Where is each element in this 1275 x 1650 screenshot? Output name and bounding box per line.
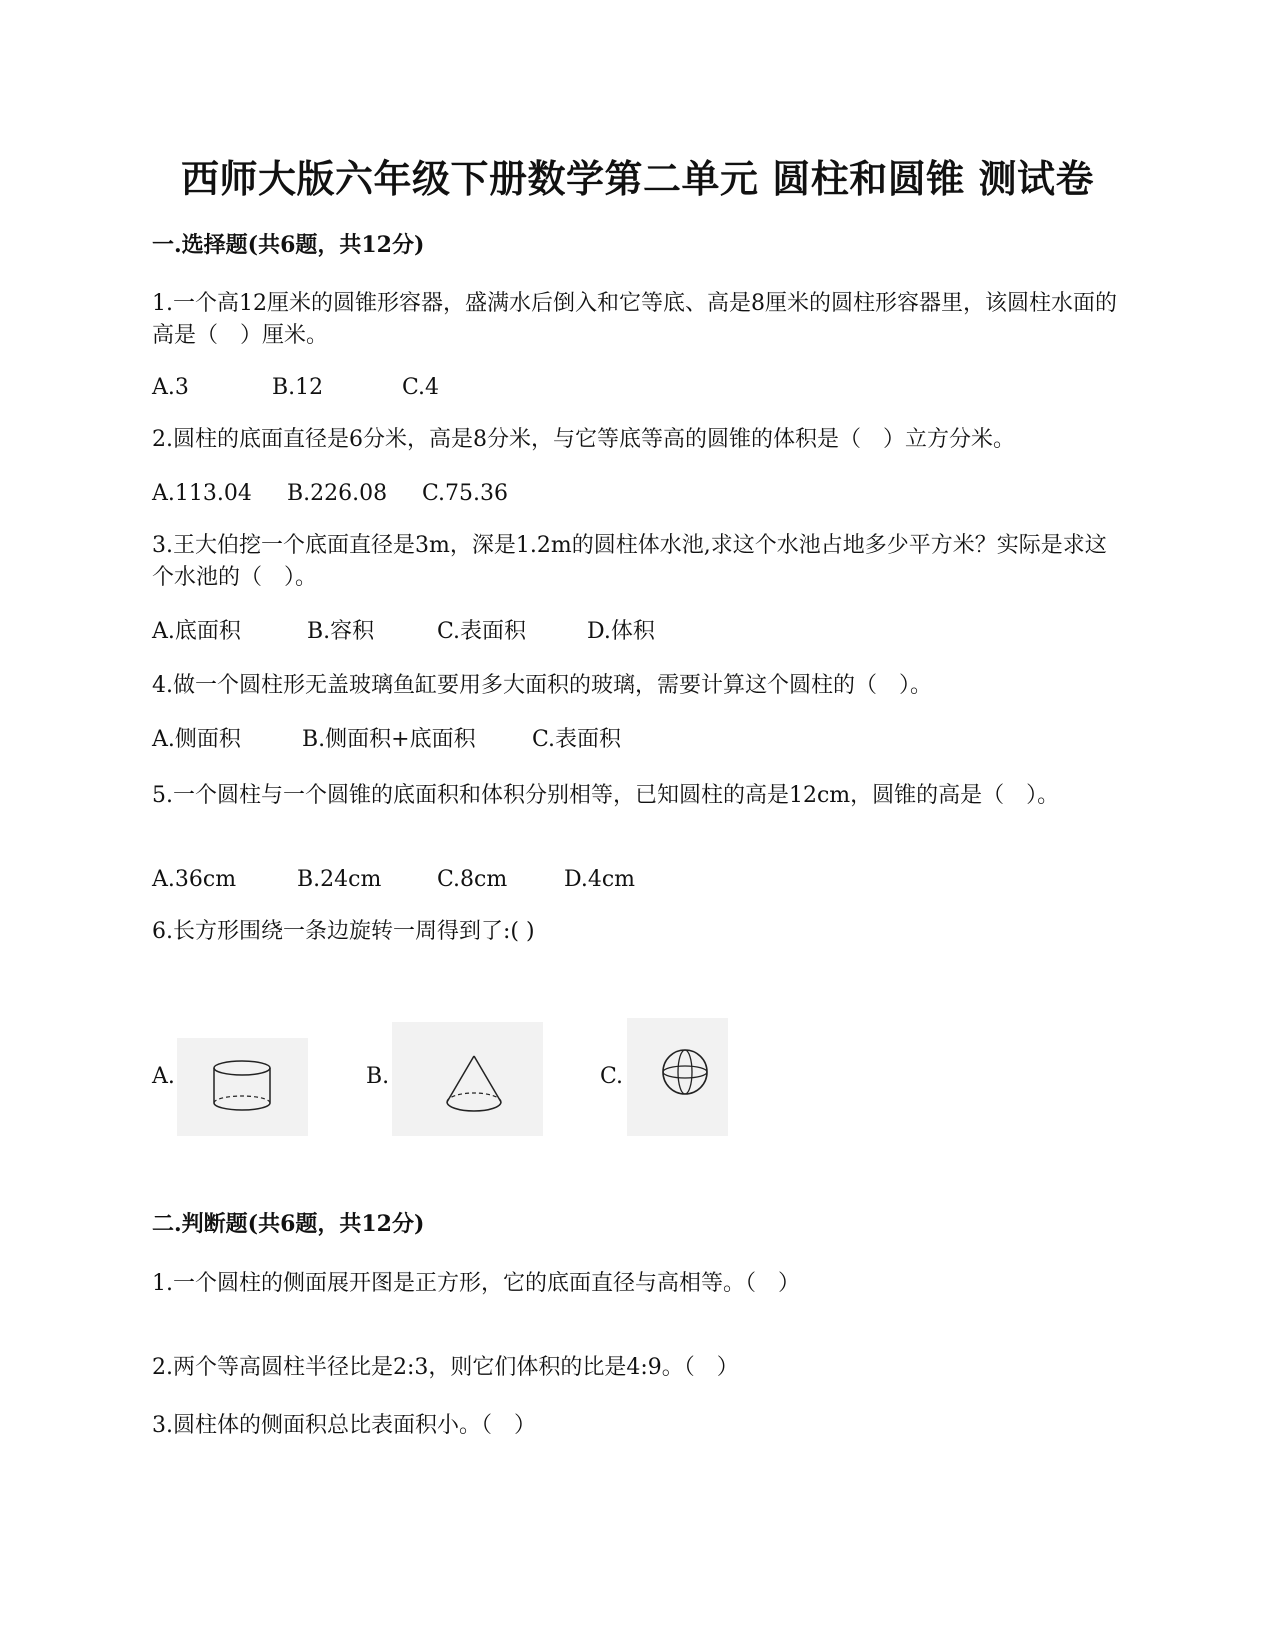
- option-a[interactable]: A.侧面积: [152, 727, 241, 752]
- option-c[interactable]: C.4: [402, 375, 440, 400]
- option-a[interactable]: A.3: [152, 375, 189, 400]
- option-c[interactable]: C.表面积: [437, 619, 527, 644]
- option-a[interactable]: A.113.04: [152, 481, 252, 506]
- judgement-2: 2.两个等高圆柱半径比是2:3，则它们体积的比是4:9。（ ）: [152, 1355, 739, 1380]
- judgement-1: 1.一个圆柱的侧面展开图是正方形，它的底面直径与高相等。（ ）: [152, 1271, 800, 1296]
- question-3: 3.王大伯挖一个底面直径是3m，深是1.2m的圆柱体水池,求这个水池占地多少平方米？实际是求这个水池的（ ）。: [152, 533, 1107, 590]
- question-5: 5.一个圆柱与一个圆锥的底面积和体积分别相等，已知圆柱的高是12cm，圆锥的高是（ ）。: [152, 783, 1060, 808]
- option-b[interactable]: B.侧面积+底面积: [302, 727, 476, 752]
- option-a[interactable]: A.: [152, 1064, 175, 1089]
- option-c[interactable]: C.75.36: [422, 481, 509, 506]
- option-c[interactable]: C.: [600, 1064, 624, 1089]
- section-title-choice: 一.选择题(共6题，共12分): [152, 232, 425, 258]
- option-b[interactable]: B.12: [272, 375, 324, 400]
- option-b[interactable]: B.226.08: [287, 481, 388, 506]
- option-b[interactable]: B.24cm: [297, 867, 382, 892]
- question-1: 1.一个高12厘米的圆锥形容器，盛满水后倒入和它等底、高是8厘米的圆柱形容器里，该圆柱水面的高是（ ）厘米。: [152, 291, 1117, 348]
- option-b[interactable]: B.容积: [307, 619, 375, 644]
- option-d[interactable]: D.4cm: [564, 867, 636, 892]
- question-6: 6.长方形围绕一条边旋转一周得到了:( ): [152, 919, 535, 944]
- cone-icon[interactable]: [392, 1022, 543, 1136]
- option-c[interactable]: C.8cm: [437, 867, 508, 892]
- judgement-3: 3.圆柱体的侧面积总比表面积小。（ ）: [152, 1413, 536, 1438]
- option-b[interactable]: B.: [366, 1064, 390, 1089]
- page-title: 西师大版六年级下册数学第二单元 圆柱和圆锥 测试卷: [181, 156, 1094, 201]
- option-d[interactable]: D.体积: [587, 619, 655, 644]
- cylinder-icon[interactable]: [177, 1038, 308, 1136]
- question-4: 4.做一个圆柱形无盖玻璃鱼缸要用多大面积的玻璃，需要计算这个圆柱的（ ）。: [152, 673, 932, 698]
- question-2: 2.圆柱的底面直径是6分米，高是8分米，与它等底等高的圆锥的体积是（ ）立方分米。: [152, 427, 1015, 452]
- section-title-judgement: 二.判断题(共6题，共12分): [152, 1211, 425, 1237]
- sphere-icon[interactable]: [627, 1018, 728, 1136]
- option-c[interactable]: C.表面积: [532, 727, 622, 752]
- option-a[interactable]: A.36cm: [152, 867, 237, 892]
- option-a[interactable]: A.底面积: [152, 619, 241, 644]
